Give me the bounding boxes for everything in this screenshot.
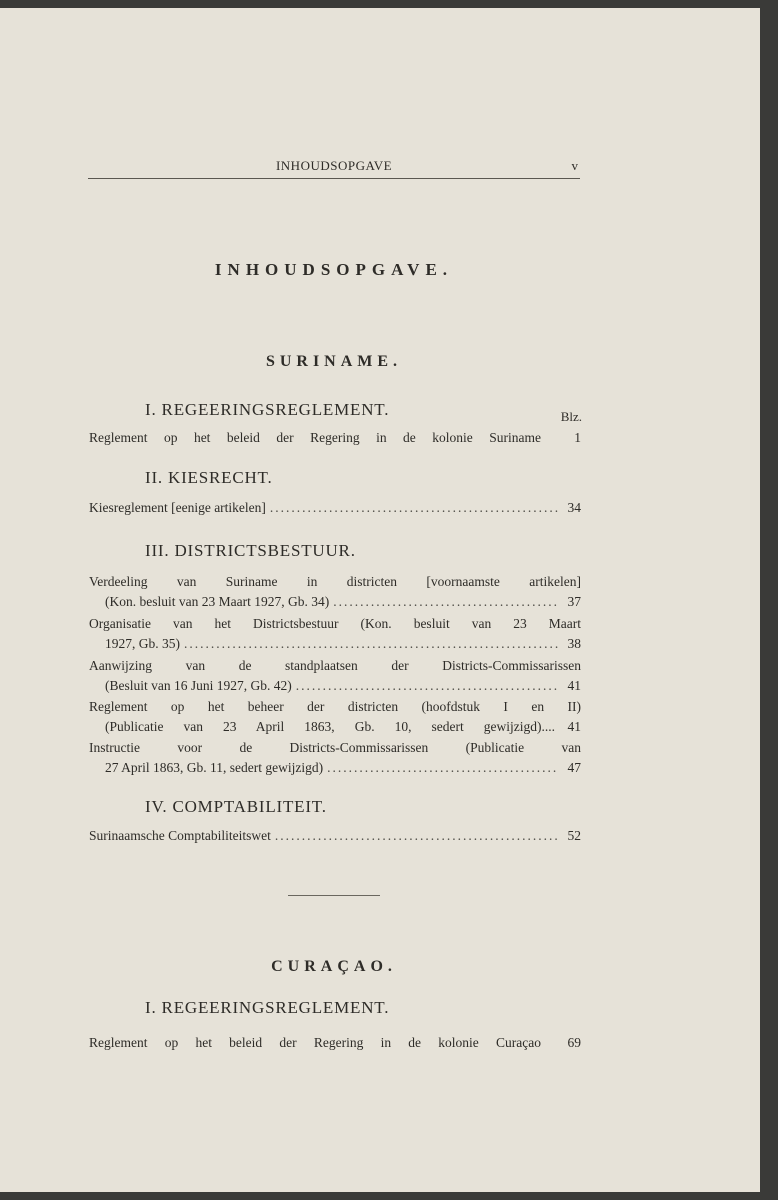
toc-entry-aanwijzing-standplaatsen[interactable] bbox=[89, 656, 581, 696]
dot-leader bbox=[184, 634, 559, 654]
section-heading-kiesrecht: II. KIESRECHT. bbox=[145, 468, 273, 487]
dot-leader bbox=[270, 498, 559, 518]
toc-entry-instructie-commissarissen[interactable] bbox=[89, 738, 581, 778]
toc-entry-kiesreglement[interactable] bbox=[89, 498, 581, 518]
country-heading-curacao: CURAÇAO. bbox=[271, 958, 397, 975]
dot-leader bbox=[275, 826, 559, 846]
section-heading-comptabiliteit: IV. COMPTABILITEIT. bbox=[145, 797, 327, 816]
entry-text: Reglement op het beleid der Regering in de kolonie Curaçao bbox=[89, 1035, 541, 1050]
entry-page-number: 1 bbox=[574, 430, 581, 445]
section-heading-regeeringsreglement-curacao: I. REGEERINGSREGLEMENT. bbox=[145, 998, 390, 1017]
toc-entry-comptabiliteitswet[interactable] bbox=[89, 826, 581, 846]
document-page bbox=[0, 8, 760, 1192]
dot-leader bbox=[327, 758, 559, 778]
running-header bbox=[88, 158, 580, 179]
entry-page-number: 69 bbox=[567, 1035, 581, 1050]
entry-text-continued: (Besluit van 16 Juni 1927, Gb. 42) bbox=[105, 678, 292, 693]
running-title: INHOUDSOPGAVE bbox=[275, 158, 393, 173]
entry-text: Kiesreglement [eenige artikelen] bbox=[89, 500, 266, 515]
entry-text-continued: 27 April 1863, Gb. 11, sedert gewijzigd) bbox=[105, 760, 324, 775]
dot-leader bbox=[333, 592, 559, 612]
entry-text: Reglement op het beheer der districten (hoofdstuk I en II) bbox=[89, 699, 581, 714]
entry-text: Reglement op het beleid der Regering in de kolonie Suriname bbox=[89, 430, 541, 445]
toc-entry-organisatie-districtsbestuur[interactable] bbox=[89, 614, 581, 654]
entry-text: Surinaamsche Comptabiliteitswet bbox=[89, 828, 271, 843]
blz-column-label: Blz. bbox=[560, 409, 582, 424]
entry-text: Instructie voor de Districts-Commissarissen (Publicatie van bbox=[89, 740, 581, 755]
entry-page-number: 41 bbox=[567, 678, 581, 693]
entry-page-number: 34 bbox=[567, 500, 581, 515]
toc-entry-reglement-beheer-districten[interactable] bbox=[89, 697, 581, 737]
entry-text-continued: (Kon. besluit van 23 Maart 1927, Gb. 34) bbox=[105, 594, 330, 609]
toc-entry-reglement-curacao[interactable] bbox=[89, 1033, 581, 1053]
dot-leader bbox=[296, 676, 559, 696]
entry-text: Verdeeling van Suriname in districten [voornaamste artikelen] bbox=[89, 574, 581, 589]
entry-page-number: 52 bbox=[567, 828, 581, 843]
running-page-numeral: v bbox=[571, 158, 578, 173]
entry-text: Organisatie van het Districtsbestuur (Kon. besluit van 23 Maart bbox=[89, 616, 581, 631]
toc-entry-reglement-suriname[interactable] bbox=[89, 428, 581, 448]
main-title: INHOUDSOPGAVE. bbox=[214, 260, 454, 279]
section-heading-districtsbestuur: III. DISTRICTSBESTUUR. bbox=[145, 541, 356, 560]
entry-text: Aanwijzing van de standplaatsen der Districts-Commissarissen bbox=[89, 658, 581, 673]
country-heading-suriname: SURINAME. bbox=[265, 353, 403, 370]
section-divider bbox=[288, 895, 380, 896]
entry-text-continued: 1927, Gb. 35) bbox=[105, 636, 180, 651]
toc-entry-verdeeling-districten[interactable] bbox=[89, 572, 581, 612]
entry-page-number: 41 bbox=[567, 719, 581, 734]
entry-page-number: 47 bbox=[567, 760, 581, 775]
section-heading-regeeringsreglement: I. REGEERINGSREGLEMENT. bbox=[145, 400, 390, 419]
entry-text-continued: (Publicatie van 23 April 1863, Gb. 10, sedert gewijzigd).... bbox=[105, 719, 555, 734]
entry-page-number: 37 bbox=[567, 594, 581, 609]
entry-page-number: 38 bbox=[567, 636, 581, 651]
